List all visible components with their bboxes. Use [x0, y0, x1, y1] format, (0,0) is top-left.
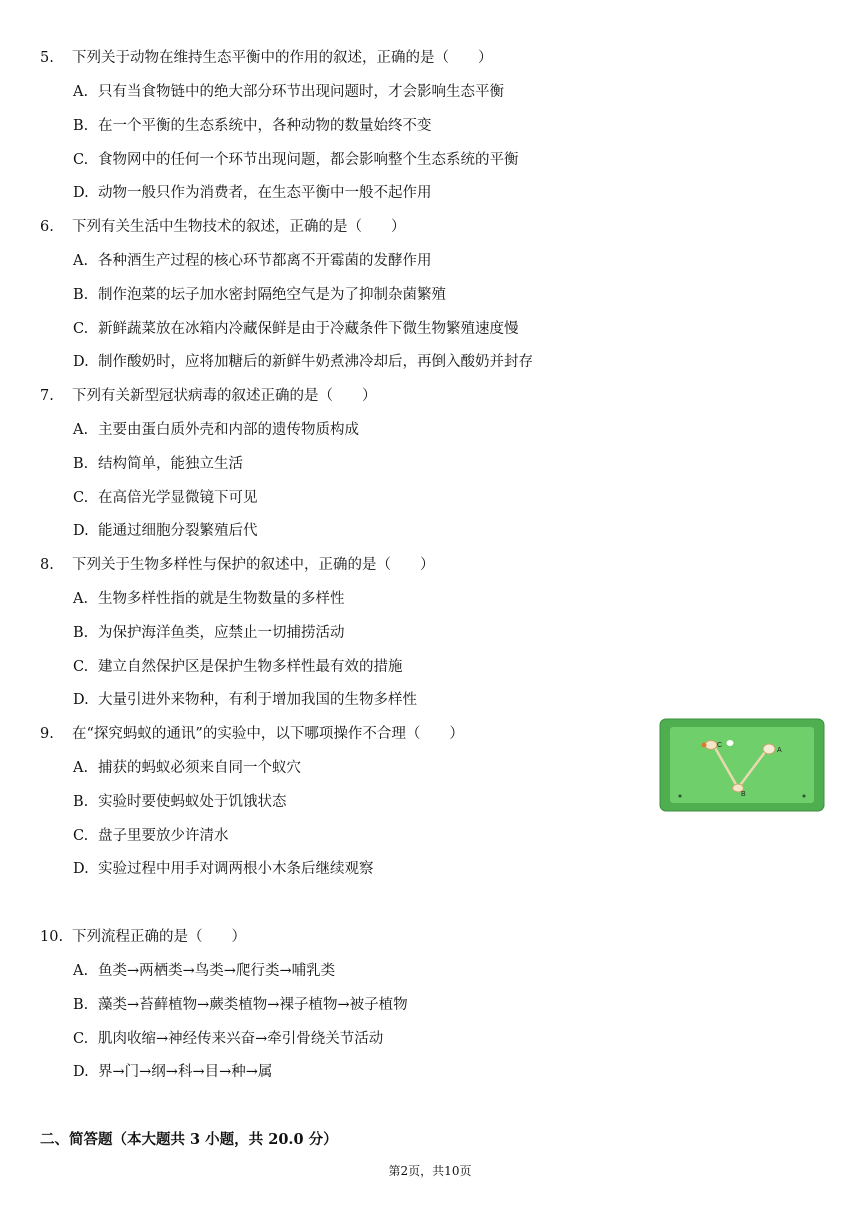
- question-6: [40, 217, 406, 237]
- page-footer: 第2页，共10页: [388, 1164, 472, 1178]
- question-stem: 在“探究蚂蚁的通讯”的实验中，以下哪项操作不合理（ ）: [72, 726, 464, 742]
- question-stem: 下列关于生物多样性与保护的叙述中，正确的是（ ）: [72, 557, 435, 573]
- corner-mark: [803, 795, 806, 798]
- option-5d: D. 动物一般只作为消费者，在生态平衡中一般不起作用: [73, 185, 432, 201]
- option-5b: B. 在一个平衡的生态系统中，各种动物的数量始终不变: [73, 118, 432, 134]
- option-5c: C. 食物网中的任何一个环节出现问题，都会影响整个生态系统的平衡: [73, 152, 519, 168]
- option-6b: B. 制作泡菜的坛子加水密封隔绝空气是为了抑制杂菌繁殖: [73, 287, 446, 303]
- option-9c: C. 盘子里要放少许清水: [73, 828, 229, 844]
- option-6d: D. 制作酸奶时，应将加糖后的新鲜牛奶煮沸冷却后，再倒入酸奶并封存: [73, 354, 533, 370]
- option-6c: C. 新鲜蔬菜放在冰箱内冷藏保鲜是由于冷藏条件下微生物繁殖速度慢: [73, 321, 519, 337]
- ant-experiment-figure: [658, 716, 826, 814]
- option-8d: D. 大量引进外来物种，有利于增加我国的生物多样性: [73, 692, 417, 708]
- question-5: [40, 48, 493, 68]
- option-9d: D. 实验过程中用手对调两根小木条后继续观察: [73, 861, 374, 877]
- option-10a: A. 鱼类→两栖类→鸟类→爬行类→哺乳类: [73, 963, 336, 979]
- option-7d: D. 能通过细胞分裂繁殖后代: [73, 523, 258, 539]
- option-8c: C. 建立自然保护区是保护生物多样性最有效的措施: [73, 659, 403, 675]
- question-10: [40, 927, 246, 947]
- option-9a: A. 捕获的蚂蚁必须来自同一个蚁穴: [73, 760, 301, 776]
- ant-nest-marker: [702, 743, 707, 748]
- label-b: B: [741, 791, 746, 798]
- island-c: [705, 741, 717, 750]
- option-8b: B. 为保护海洋鱼类，应禁止一切捕捞活动: [73, 625, 345, 641]
- option-7a: A. 主要由蛋白质外壳和内部的遗传物质构成: [73, 422, 359, 438]
- question-stem: 下列有关生活中生物技术的叙述，正确的是（ ）: [72, 219, 406, 235]
- option-6a: A. 各种酒生产过程的核心环节都离不开霉菌的发酵作用: [73, 253, 432, 269]
- water-drop: [727, 740, 734, 746]
- corner-mark: [679, 795, 682, 798]
- option-10b: B. 藻类→苔藓植物→蕨类植物→裸子植物→被子植物: [73, 997, 408, 1013]
- question-stem: 下列关于动物在维持生态平衡中的作用的叙述，正确的是（ ）: [72, 50, 493, 66]
- option-7b: B. 结构简单，能独立生活: [73, 456, 243, 472]
- option-10c: C. 肌肉收缩→神经传来兴奋→牵引骨绕关节活动: [73, 1031, 384, 1047]
- section-heading: 二、简答题（本大题共 3 小题，共 20.0 分）: [40, 1131, 338, 1148]
- question-stem: 下列有关新型冠状病毒的叙述正确的是（ ）: [72, 388, 377, 404]
- option-10d: D. 界→门→纲→科→目→种→属: [73, 1064, 273, 1080]
- question-number: 9.: [40, 726, 54, 742]
- island-a: [763, 744, 775, 754]
- option-9b: B. 实验时要使蚂蚁处于饥饿状态: [73, 794, 287, 810]
- question-number: 6.: [40, 219, 54, 235]
- question-number: 7.: [40, 388, 54, 404]
- question-9: [40, 724, 464, 744]
- option-5a: A. 只有当食物链中的绝大部分环节出现问题时，才会影响生态平衡: [73, 84, 504, 100]
- question-number: 5.: [40, 50, 54, 66]
- label-c: C: [717, 742, 723, 749]
- question-number: 8.: [40, 557, 54, 573]
- option-8a: A. 生物多样性指的就是生物数量的多样性: [73, 591, 345, 607]
- question-8: [40, 555, 435, 575]
- label-a: A: [777, 747, 782, 754]
- question-number: 10.: [40, 929, 64, 945]
- question-7: [40, 386, 377, 406]
- option-7c: C. 在高倍光学显微镜下可见: [73, 490, 258, 506]
- question-stem: 下列流程正确的是（ ）: [72, 929, 246, 945]
